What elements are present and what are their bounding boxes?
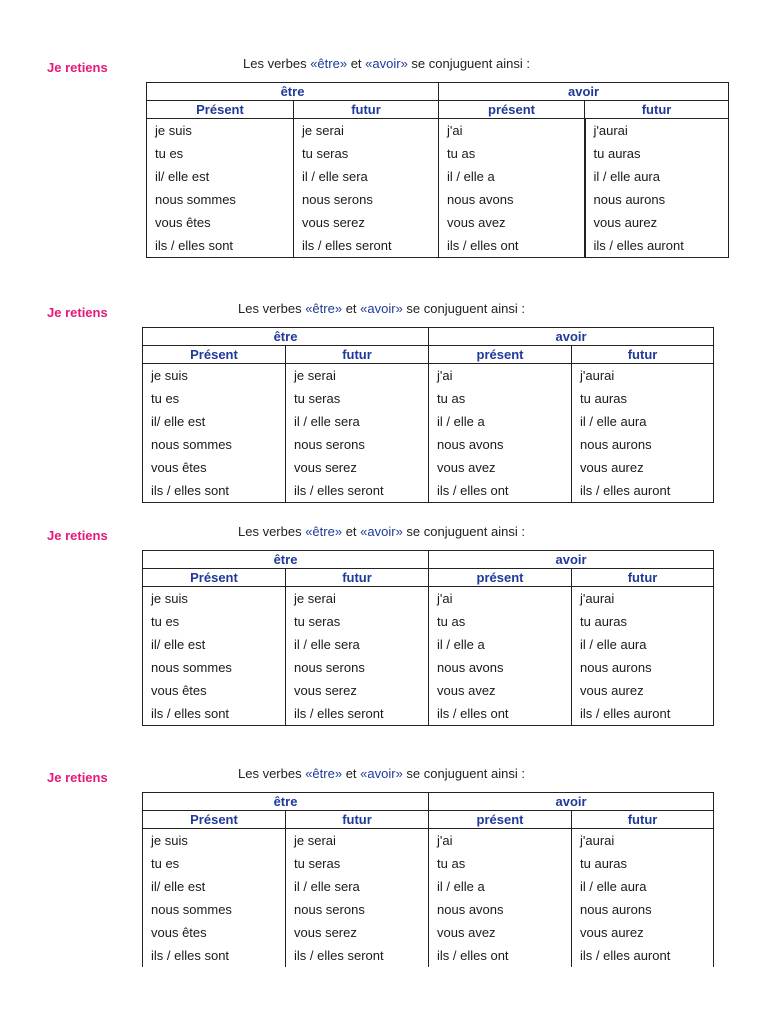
table-cell: nous avons: [429, 898, 572, 921]
table-cell: nous serons: [294, 188, 439, 211]
table-cell: je suis: [143, 587, 286, 611]
table-cell: j'aurai: [585, 119, 729, 143]
tense-header-row: [147, 101, 729, 119]
table-cell: tu auras: [572, 610, 714, 633]
table-cell: il/ elle est: [143, 633, 286, 656]
table-cell: j'aurai: [572, 829, 714, 853]
table-cell: nous aurons: [572, 898, 714, 921]
table-cell: vous serez: [286, 679, 429, 702]
table-cell: tu seras: [286, 387, 429, 410]
tense-header-row: [143, 346, 714, 364]
table-row: [143, 364, 714, 388]
table-cell: ils / elles sont: [143, 944, 286, 967]
table-row: [143, 702, 714, 726]
table-cell: vous aurez: [572, 456, 714, 479]
table-row: [147, 234, 729, 258]
tense-header: futur: [585, 101, 729, 119]
verb-header-etre: être: [143, 328, 429, 346]
table-cell: ils / elles ont: [439, 234, 585, 258]
tense-header: futur: [572, 811, 714, 829]
intro-sentence: Les verbes «être» et «avoir» se conjuguent ainsi :: [238, 524, 525, 539]
table-cell: je serai: [286, 587, 429, 611]
table-cell: je suis: [143, 364, 286, 388]
tense-header: futur: [286, 346, 429, 364]
table-row: [143, 898, 714, 921]
table-row: [143, 633, 714, 656]
table-cell: ils / elles auront: [572, 479, 714, 503]
table-cell: vous avez: [439, 211, 585, 234]
table-cell: il / elle sera: [286, 875, 429, 898]
table-row: [143, 944, 714, 967]
table-cell: ils / elles ont: [429, 702, 572, 726]
table-cell: tu es: [143, 610, 286, 633]
table-row: [143, 829, 714, 853]
tense-header: Présent: [143, 569, 286, 587]
je-retiens-label: Je retiens: [47, 60, 108, 75]
table-cell: ils / elles sont: [147, 234, 294, 258]
tense-header: Présent: [143, 346, 286, 364]
table-cell: il / elle aura: [585, 165, 729, 188]
table-cell: ils / elles ont: [429, 479, 572, 503]
table-cell: il / elle aura: [572, 410, 714, 433]
table-cell: nous serons: [286, 898, 429, 921]
table-cell: vous êtes: [147, 211, 294, 234]
intro-sentence: Les verbes «être» et «avoir» se conjuguent ainsi :: [243, 56, 530, 71]
table-row: [143, 852, 714, 875]
table-cell: tu as: [429, 610, 572, 633]
table-cell: vous êtes: [143, 921, 286, 944]
table-cell: ils / elles auront: [572, 944, 714, 967]
table-cell: il / elle sera: [286, 410, 429, 433]
table-cell: vous serez: [294, 211, 439, 234]
table-cell: il / elle a: [429, 633, 572, 656]
table-cell: tu seras: [286, 852, 429, 875]
table-cell: il / elle a: [439, 165, 585, 188]
table-cell: ils / elles ont: [429, 944, 572, 967]
table-cell: tu auras: [585, 142, 729, 165]
table-cell: nous aurons: [572, 433, 714, 456]
table-cell: ils / elles seront: [286, 702, 429, 726]
table-row: [143, 387, 714, 410]
table-cell: vous serez: [286, 921, 429, 944]
table-cell: vous avez: [429, 921, 572, 944]
table-cell: il/ elle est: [147, 165, 294, 188]
table-cell: il/ elle est: [143, 410, 286, 433]
verb-header-avoir: avoir: [429, 793, 714, 811]
verb-header-row: [143, 551, 714, 569]
table-row: [147, 211, 729, 234]
table-cell: tu seras: [286, 610, 429, 633]
table-cell: j'ai: [429, 587, 572, 611]
table-cell: vous avez: [429, 456, 572, 479]
table-row: [147, 188, 729, 211]
table-cell: il / elle sera: [286, 633, 429, 656]
verb-header-avoir: avoir: [429, 551, 714, 569]
table-cell: nous avons: [429, 656, 572, 679]
table-cell: je suis: [147, 119, 294, 143]
verb-header-etre: être: [143, 551, 429, 569]
table-cell: il / elle aura: [572, 875, 714, 898]
table-cell: tu es: [143, 852, 286, 875]
table-cell: nous sommes: [147, 188, 294, 211]
tense-header-row: [143, 811, 714, 829]
table-cell: j'ai: [439, 119, 585, 143]
table-cell: j'aurai: [572, 587, 714, 611]
table-row: [143, 921, 714, 944]
table-cell: nous sommes: [143, 656, 286, 679]
table-row: [143, 479, 714, 503]
tense-header: futur: [286, 811, 429, 829]
tense-header: Présent: [147, 101, 294, 119]
table-row: [143, 610, 714, 633]
tense-header: futur: [294, 101, 439, 119]
table-cell: nous avons: [439, 188, 585, 211]
table-cell: ils / elles sont: [143, 479, 286, 503]
je-retiens-label: Je retiens: [47, 305, 108, 320]
je-retiens-label: Je retiens: [47, 528, 108, 543]
table-row: [147, 142, 729, 165]
table-cell: ils / elles seront: [286, 944, 429, 967]
table-cell: j'ai: [429, 364, 572, 388]
table-row: [143, 587, 714, 611]
tense-header-row: [143, 569, 714, 587]
table-cell: je serai: [286, 829, 429, 853]
table-cell: ils / elles seront: [286, 479, 429, 503]
conjugation-table: [142, 550, 714, 726]
table-cell: tu es: [143, 387, 286, 410]
verb-header-row: [143, 793, 714, 811]
verb-header-row: [147, 83, 729, 101]
table-cell: tu auras: [572, 852, 714, 875]
tense-header: présent: [429, 346, 572, 364]
table-row: [143, 433, 714, 456]
conjugation-table: [146, 82, 729, 258]
tense-header: Présent: [143, 811, 286, 829]
table-cell: il / elle aura: [572, 633, 714, 656]
je-retiens-label: Je retiens: [47, 770, 108, 785]
tense-header: présent: [439, 101, 585, 119]
verb-header-etre: être: [143, 793, 429, 811]
conjugation-table: [142, 327, 714, 503]
table-cell: vous aurez: [585, 211, 729, 234]
table-cell: tu as: [429, 852, 572, 875]
verb-header-avoir: avoir: [439, 83, 729, 101]
table-cell: nous serons: [286, 656, 429, 679]
table-row: [143, 456, 714, 479]
table-row: [143, 679, 714, 702]
verb-header-avoir: avoir: [429, 328, 714, 346]
table-cell: tu auras: [572, 387, 714, 410]
tense-header: futur: [286, 569, 429, 587]
table-cell: il/ elle est: [143, 875, 286, 898]
table-cell: nous avons: [429, 433, 572, 456]
table-cell: il / elle a: [429, 410, 572, 433]
tense-header: présent: [429, 569, 572, 587]
table-cell: vous êtes: [143, 679, 286, 702]
table-row: [143, 656, 714, 679]
table-cell: nous aurons: [585, 188, 729, 211]
table-cell: il / elle a: [429, 875, 572, 898]
intro-sentence: Les verbes «être» et «avoir» se conjuguent ainsi :: [238, 766, 525, 781]
table-cell: nous aurons: [572, 656, 714, 679]
table-cell: vous serez: [286, 456, 429, 479]
table-row: [143, 875, 714, 898]
table-cell: tu as: [439, 142, 585, 165]
table-cell: vous aurez: [572, 679, 714, 702]
tense-header: présent: [429, 811, 572, 829]
table-cell: ils / elles auront: [572, 702, 714, 726]
table-cell: je serai: [294, 119, 439, 143]
tense-header: futur: [572, 346, 714, 364]
verb-header-row: [143, 328, 714, 346]
tense-header: futur: [572, 569, 714, 587]
table-cell: nous sommes: [143, 433, 286, 456]
table-cell: ils / elles sont: [143, 702, 286, 726]
table-cell: vous avez: [429, 679, 572, 702]
table-cell: vous aurez: [572, 921, 714, 944]
table-cell: il / elle sera: [294, 165, 439, 188]
table-cell: vous êtes: [143, 456, 286, 479]
table-cell: nous serons: [286, 433, 429, 456]
table-cell: nous sommes: [143, 898, 286, 921]
table-cell: tu seras: [294, 142, 439, 165]
table-cell: ils / elles auront: [585, 234, 729, 258]
table-cell: j'aurai: [572, 364, 714, 388]
intro-sentence: Les verbes «être» et «avoir» se conjuguent ainsi :: [238, 301, 525, 316]
table-row: [147, 165, 729, 188]
verb-header-etre: être: [147, 83, 439, 101]
table-cell: j'ai: [429, 829, 572, 853]
conjugation-table: [142, 792, 714, 967]
table-cell: ils / elles seront: [294, 234, 439, 258]
table-row: [147, 119, 729, 143]
table-row: [143, 410, 714, 433]
table-cell: tu as: [429, 387, 572, 410]
table-cell: tu es: [147, 142, 294, 165]
table-cell: je suis: [143, 829, 286, 853]
table-cell: je serai: [286, 364, 429, 388]
